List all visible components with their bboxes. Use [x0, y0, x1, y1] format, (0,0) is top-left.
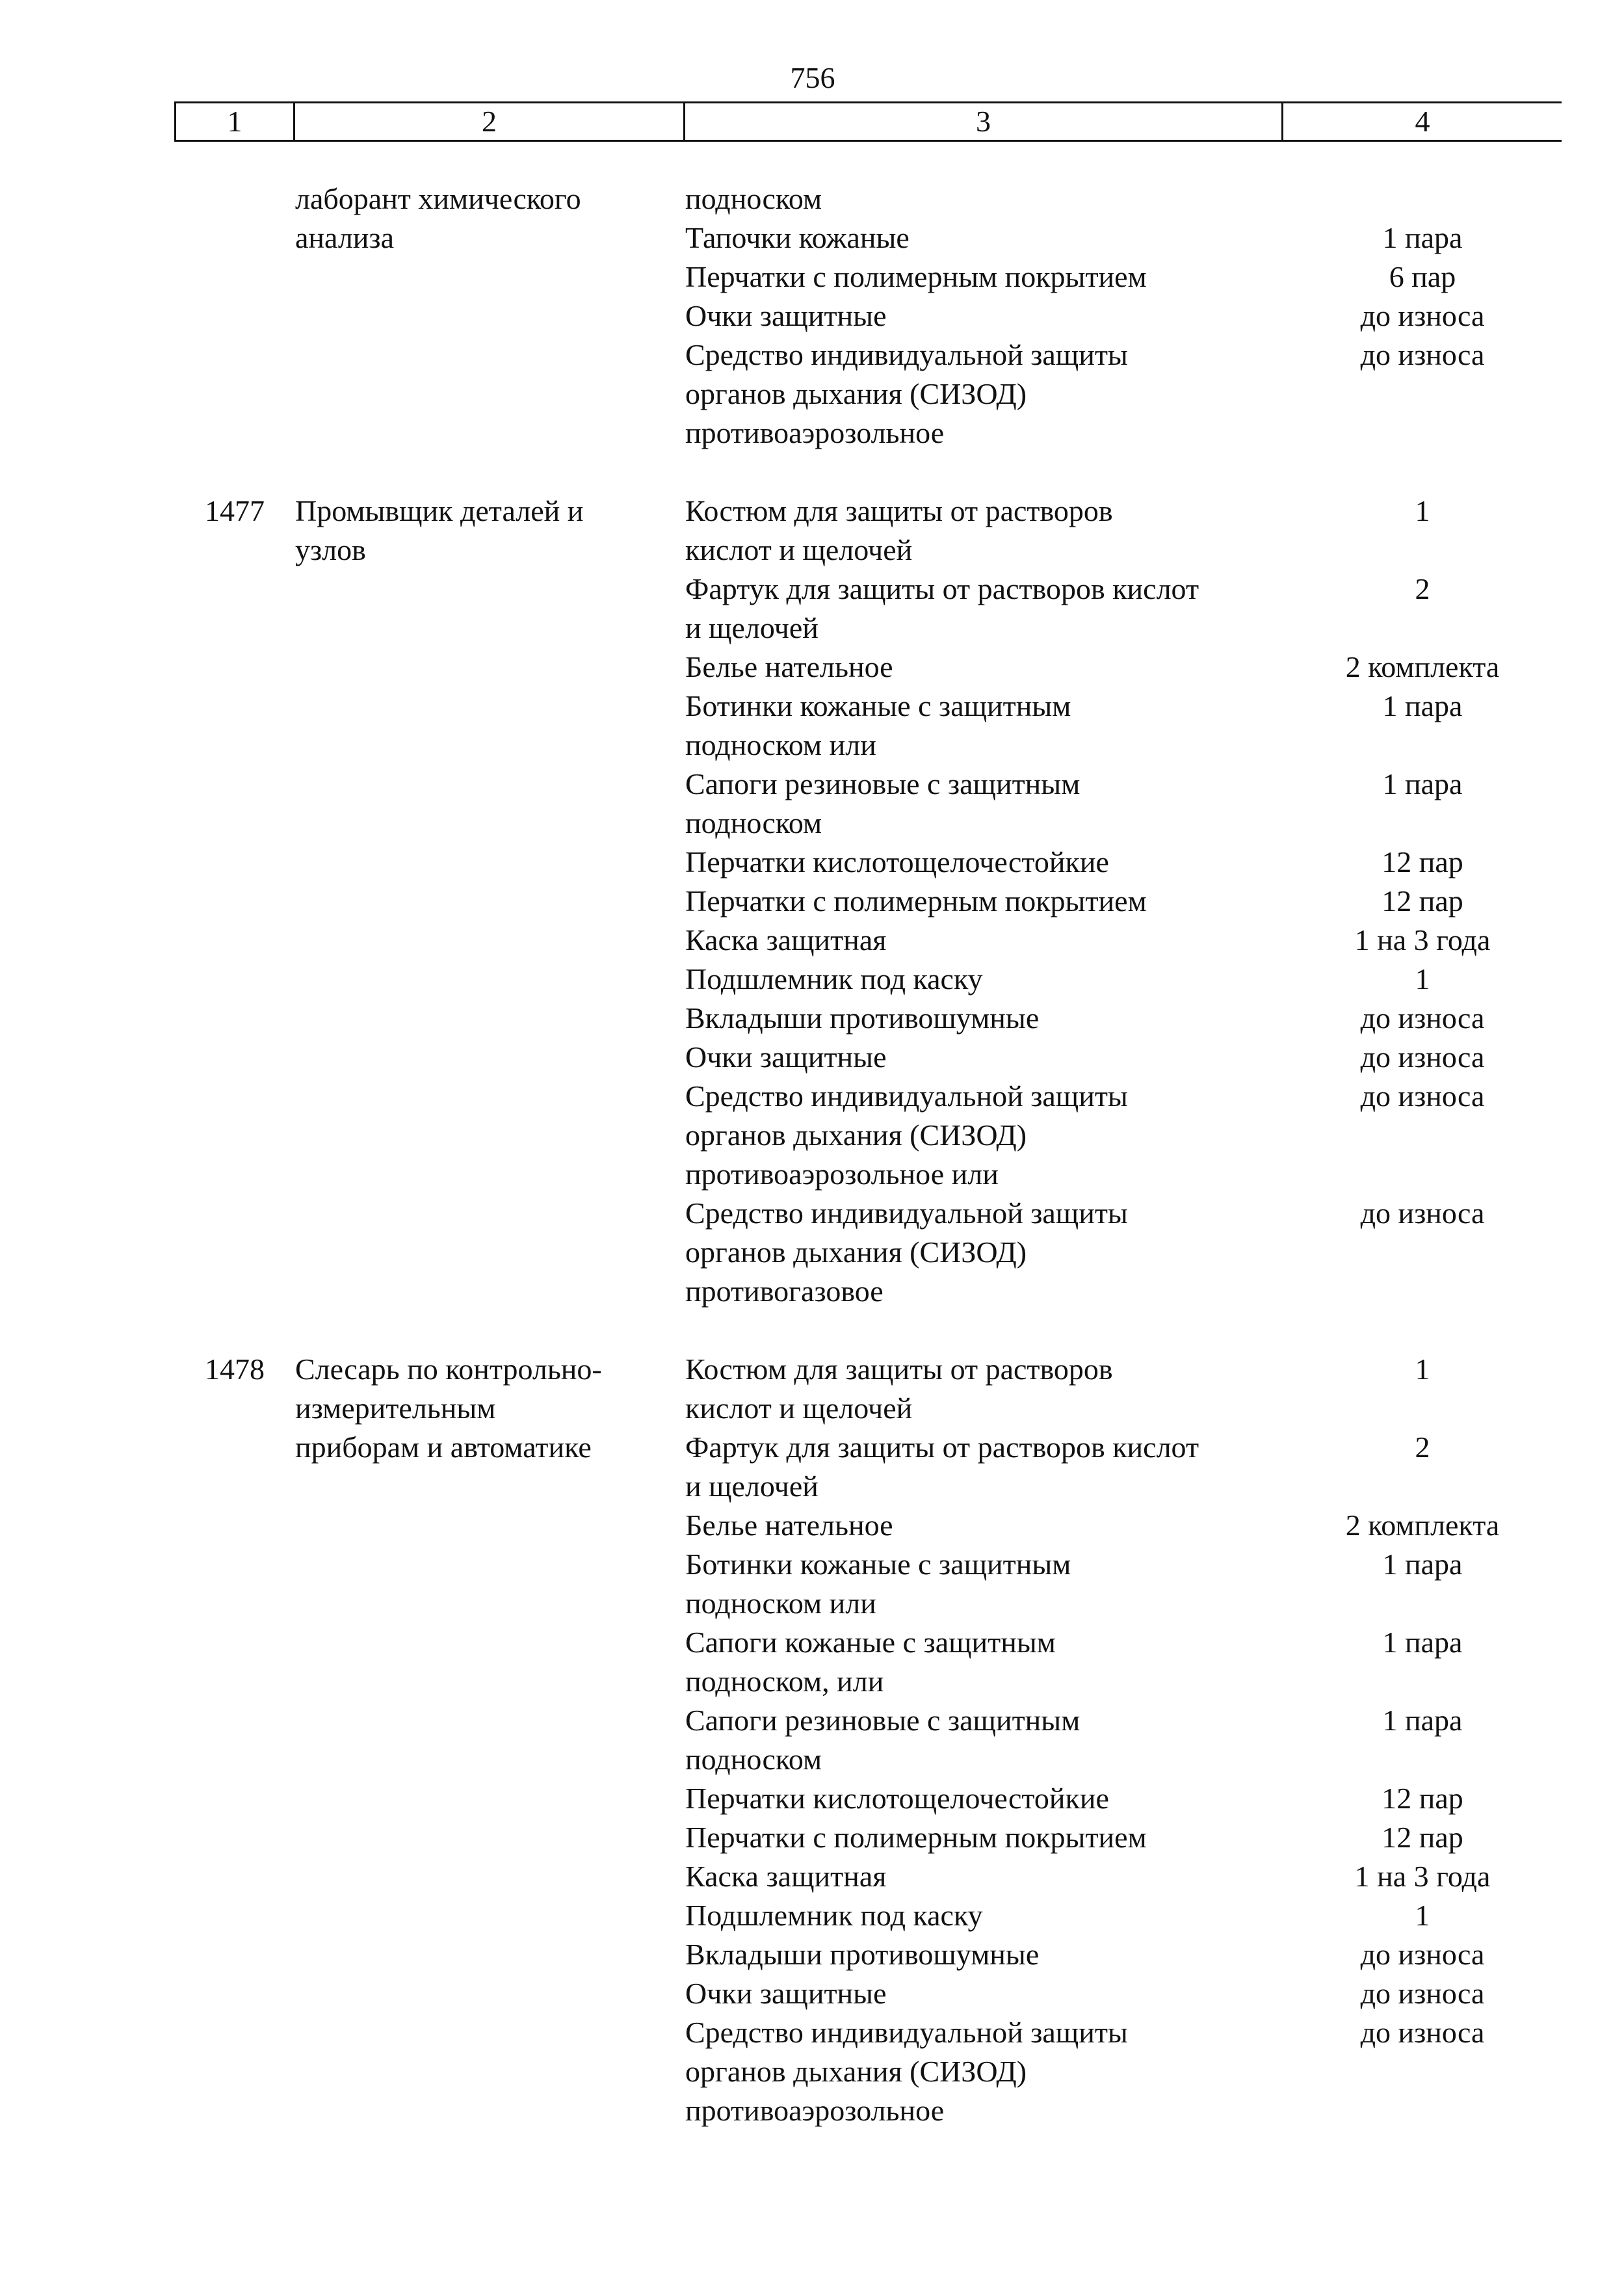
equipment-name-line: подноском или — [685, 728, 876, 761]
profession-line: анализа — [295, 221, 395, 254]
equipment-row — [685, 1974, 1624, 2013]
page-number: 756 — [790, 61, 835, 94]
issue-norm: 2 — [1415, 572, 1430, 605]
table-group — [174, 492, 1562, 1311]
equipment-name-line: Средство индивидуальной защиты — [685, 1079, 1128, 1113]
equipment-name-line: Очки защитные — [685, 299, 887, 332]
profession-line: узлов — [295, 533, 366, 566]
equipment-row — [685, 1506, 1624, 1545]
equipment-name — [497, 179, 1283, 218]
equipment-row — [685, 2013, 1624, 2130]
equipment-name-line: органов дыхания (СИЗОД) — [685, 1235, 1027, 1269]
equipment-row — [685, 297, 1624, 336]
equipment-name-line: противоаэрозольное — [685, 416, 945, 449]
equipment-name-line: Перчатки с полимерным покрытием — [685, 260, 1147, 293]
equipment-row — [685, 218, 1624, 257]
equipment-name-line: Каска защитная — [685, 923, 887, 957]
equipment-row — [685, 492, 1624, 570]
equipment-name-line: Белье нательное — [685, 1509, 893, 1542]
equipment-row — [685, 882, 1624, 921]
issue-norm: 1 на 3 года — [1354, 923, 1491, 957]
equipment-name-line: Сапоги кожаные с защитным — [685, 1626, 1056, 1659]
issue-norm: 1 — [1415, 1899, 1430, 1932]
equipment-row — [685, 999, 1624, 1038]
equipment-name-line: подноском или — [685, 1587, 876, 1620]
equipment-name-line: Очки защитные — [685, 1977, 887, 2010]
equipment-name-line: Сапоги резиновые с защитным — [685, 1704, 1080, 1737]
equipment-row — [685, 1701, 1624, 1779]
profession-line: Промывщик деталей и — [295, 494, 584, 527]
issue-norm: 1 пара — [1382, 1548, 1463, 1581]
equipment-name — [497, 1779, 1283, 1818]
equipment-name — [497, 1935, 1283, 1974]
equipment-name — [497, 843, 1283, 882]
equipment-name — [497, 1818, 1283, 1857]
equipment-name-line: Сапоги резиновые с защитным — [685, 767, 1080, 800]
equipment-name-line: Вкладыши противошумные — [685, 1938, 1040, 1971]
equipment-name-line: Перчатки с полимерным покрытием — [685, 884, 1147, 917]
equipment-name — [497, 999, 1283, 1038]
equipment-name-line: Средство индивидуальной защиты — [685, 1196, 1128, 1230]
equipment-name-line: и щелочей — [685, 1470, 819, 1503]
issue-norm: 1 пара — [1382, 1626, 1463, 1659]
equipment-row — [685, 570, 1624, 648]
equipment-name — [497, 648, 1283, 687]
equipment-name — [497, 257, 1283, 297]
profession-line: лаборант химического — [295, 182, 581, 215]
equipment-name-line: Очки защитные — [685, 1040, 887, 1074]
equipment-name-line: кислот и щелочей — [685, 1392, 913, 1425]
equipment-row — [685, 1350, 1624, 1428]
equipment-name — [497, 1857, 1283, 1896]
header-col-4: 4 — [1415, 105, 1430, 138]
equipment-name — [497, 297, 1283, 336]
equipment-name-line: Вкладыши противошумные — [685, 1001, 1040, 1035]
equipment-row — [685, 257, 1624, 297]
equipment-name — [497, 492, 1283, 570]
equipment-name — [497, 687, 1283, 765]
equipment-name-line: Белье нательное — [685, 650, 893, 683]
issue-norm: 2 комплекта — [1345, 1509, 1500, 1542]
issue-norm: 12 пар — [1382, 884, 1463, 917]
equipment-name — [497, 1038, 1283, 1077]
issue-norm: 1 — [1415, 962, 1430, 996]
issue-norm: 1 пара — [1382, 767, 1463, 800]
equipment-name-line: Тапочки кожаные — [685, 221, 910, 254]
equipment-name-line: органов дыхания (СИЗОД) — [685, 2055, 1027, 2088]
equipment-name — [497, 1623, 1283, 1701]
issue-norm: 1 пара — [1382, 1704, 1463, 1737]
issue-norm: 1 — [1415, 1353, 1430, 1386]
equipment-list — [685, 492, 1624, 1311]
issue-norm: 1 на 3 года — [1354, 1860, 1491, 1893]
row-number: 1477 — [205, 494, 265, 527]
equipment-name-line: Подшлемник под каску — [685, 962, 983, 996]
profession-line: приборам и автоматике — [295, 1431, 592, 1464]
issue-norm: до износа — [1360, 1001, 1485, 1035]
equipment-name — [497, 882, 1283, 921]
equipment-name — [497, 2013, 1283, 2130]
issue-norm: 1 пара — [1382, 689, 1463, 722]
table-group — [174, 1350, 1562, 2130]
equipment-name — [497, 1194, 1283, 1311]
equipment-list — [685, 1350, 1624, 2130]
issue-norm: до износа — [1360, 1079, 1485, 1113]
table-body — [174, 179, 1562, 2130]
equipment-name — [497, 1545, 1283, 1623]
issue-norm: до износа — [1360, 1977, 1485, 2010]
issue-norm: до износа — [1360, 338, 1485, 371]
table-group — [174, 179, 1562, 453]
equipment-name-line: Каска защитная — [685, 1860, 887, 1893]
equipment-name-line: органов дыхания (СИЗОД) — [685, 1118, 1027, 1152]
equipment-row — [685, 1038, 1624, 1077]
equipment-row — [685, 960, 1624, 999]
equipment-name-line: Перчатки кислотощелочестойкие — [685, 845, 1109, 878]
equipment-row — [685, 1545, 1624, 1623]
equipment-name-line: Перчатки с полимерным покрытием — [685, 1821, 1147, 1854]
issue-norm: 12 пар — [1382, 1821, 1463, 1854]
issue-norm: 1 — [1415, 494, 1430, 527]
header-col-3: 3 — [685, 103, 1283, 140]
equipment-name — [497, 1506, 1283, 1545]
issue-norm: 6 пар — [1389, 260, 1456, 293]
issue-norm: до износа — [1360, 1196, 1485, 1230]
issue-norm: 12 пар — [1382, 845, 1463, 878]
table-header — [174, 101, 1562, 142]
equipment-name-line: Средство индивидуальной защиты — [685, 338, 1128, 371]
issue-norm: 2 комплекта — [1345, 650, 1500, 683]
equipment-name — [497, 218, 1283, 257]
equipment-name-line: Ботинки кожаные с защитным — [685, 1548, 1071, 1581]
equipment-row — [685, 1935, 1624, 1974]
equipment-row — [685, 1896, 1624, 1935]
equipment-name-line: противогазовое — [685, 1274, 884, 1308]
issue-norm: 12 пар — [1382, 1782, 1463, 1815]
equipment-name-line: органов дыхания (СИЗОД) — [685, 377, 1027, 410]
equipment-name — [497, 570, 1283, 648]
header-col-2: 2 — [295, 103, 685, 140]
issue-norm: 2 — [1415, 1431, 1430, 1464]
row-number: 1478 — [205, 1353, 265, 1386]
issue-norm: до износа — [1360, 2016, 1485, 2049]
equipment-name — [497, 1701, 1283, 1779]
issue-norm: до износа — [1360, 1040, 1485, 1074]
equipment-name-line: противоаэрозольное или — [685, 1157, 999, 1191]
equipment-row — [685, 843, 1624, 882]
equipment-name-line: Подшлемник под каску — [685, 1899, 983, 1932]
equipment-name-line: подноском — [685, 806, 822, 839]
issue-norm: до износа — [1360, 1938, 1485, 1971]
equipment-row — [685, 921, 1624, 960]
equipment-row — [685, 1857, 1624, 1896]
equipment-name-line: Костюм для защиты от растворов — [685, 494, 1113, 527]
equipment-name — [497, 1077, 1283, 1194]
equipment-row — [685, 648, 1624, 687]
equipment-name-line: Перчатки кислотощелочестойкие — [685, 1782, 1109, 1815]
equipment-name-line: Средство индивидуальной защиты — [685, 2016, 1128, 2049]
equipment-name-line: Костюм для защиты от растворов — [685, 1353, 1113, 1386]
equipment-name-line: подноском, или — [685, 1665, 884, 1698]
equipment-row — [685, 765, 1624, 843]
equipment-name-line: противоаэрозольное — [685, 2094, 945, 2127]
equipment-row — [685, 1623, 1624, 1701]
equipment-name-line: и щелочей — [685, 611, 819, 644]
equipment-name — [497, 1974, 1283, 2013]
profession-line: измерительным — [295, 1392, 496, 1425]
equipment-name — [497, 921, 1283, 960]
issue-norm: до износа — [1360, 299, 1485, 332]
equipment-row — [685, 1428, 1624, 1506]
equipment-row — [685, 179, 1624, 218]
equipment-row — [685, 1077, 1624, 1194]
equipment-row — [685, 1818, 1624, 1857]
profession-line: Слесарь по контрольно- — [295, 1353, 602, 1386]
equipment-name-line: Фартук для защиты от растворов кислот — [685, 1431, 1199, 1464]
header-col-1: 1 — [174, 103, 295, 140]
equipment-name-line: Фартук для защиты от растворов кислот — [685, 572, 1199, 605]
equipment-name — [497, 960, 1283, 999]
equipment-list — [685, 179, 1624, 453]
equipment-name — [497, 1428, 1283, 1506]
equipment-name — [497, 1896, 1283, 1935]
equipment-name — [497, 336, 1283, 453]
equipment-row — [685, 1779, 1624, 1818]
equipment-name-line: подноском — [685, 1743, 822, 1776]
equipment-name-line: Ботинки кожаные с защитным — [685, 689, 1071, 722]
equipment-row — [685, 687, 1624, 765]
issue-norm: 1 пара — [1382, 221, 1463, 254]
equipment-name — [497, 765, 1283, 843]
equipment-name — [497, 1350, 1283, 1428]
equipment-row — [685, 336, 1624, 453]
equipment-name-line: подноском — [685, 182, 822, 215]
equipment-name-line: кислот и щелочей — [685, 533, 913, 566]
equipment-row — [685, 1194, 1624, 1311]
